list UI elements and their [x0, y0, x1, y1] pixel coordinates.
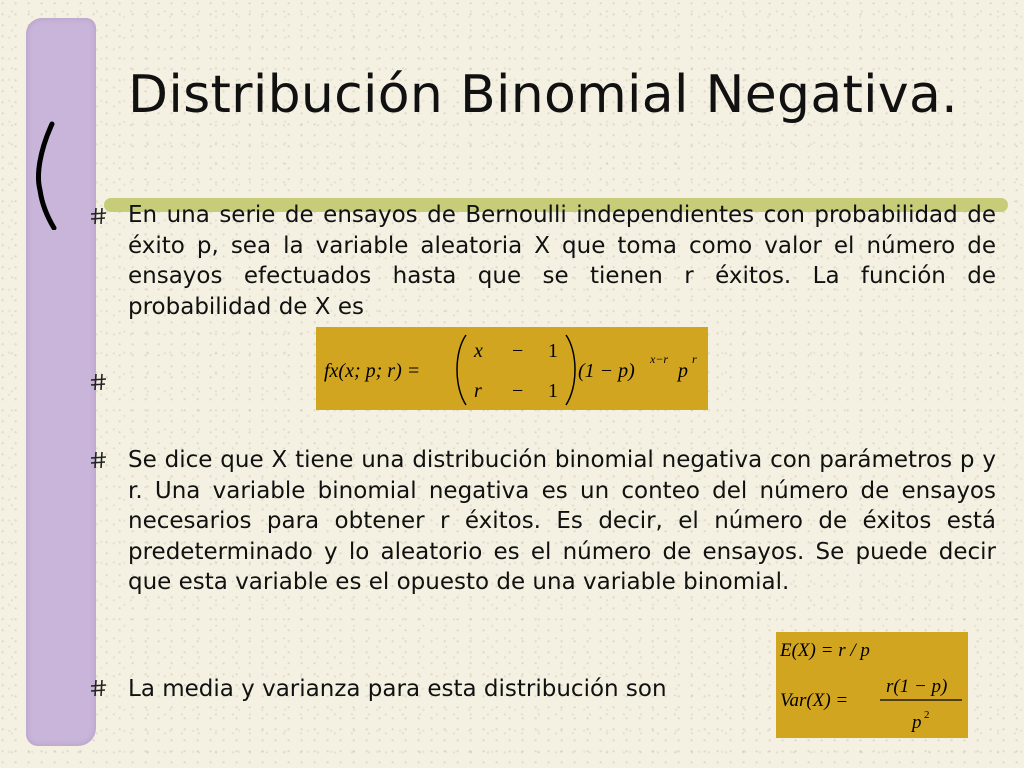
variance-denominator-exponent: 2 [924, 709, 930, 721]
bullet-icon [88, 206, 108, 226]
pmf-exponent: x−r [650, 352, 669, 366]
binom-top-x: x [474, 340, 483, 362]
paragraph-explanation: Se dice que X tiene una distribución binomial negativa con parámetros p y r. Una variable binomial negativa es un conteo del número de ensayos necesarios para obtener r éxitos. Es decir, el número de éxitos está predeterminado y lo aleatorio es el número de ensayos. Se puede decir que esta variable es el opuesto de una variable binomial. [128, 447, 996, 595]
binom-bottom-minus: − [512, 380, 524, 402]
paragraph-moments: La media y varianza para esta distribución son [128, 676, 667, 702]
pmf-formula [316, 327, 708, 410]
pmf-lhs: fx(x; p; r) = [324, 360, 421, 382]
pmf-factor: (1 − p) [578, 360, 635, 382]
bracket-icon [30, 120, 64, 230]
pmf-base-exponent: r [692, 352, 697, 366]
binom-bottom-one: 1 [548, 380, 558, 402]
variance-numerator: r(1 − p) [886, 676, 948, 697]
bullet-icon [88, 372, 108, 392]
binom-top-one: 1 [548, 340, 558, 362]
pmf-base: p [678, 360, 688, 382]
slide-title: Distribución Binomial Negativa. [128, 65, 959, 125]
mean-formula: E(X) = r / p [780, 640, 870, 661]
variance-lhs: Var(X) = [780, 690, 849, 711]
bullet-icon [88, 678, 108, 698]
variance-denominator: p [912, 712, 922, 733]
binom-bottom-r: r [474, 380, 482, 402]
moments-formula [776, 632, 968, 738]
bullet-icon [88, 450, 108, 470]
binom-top-minus: − [512, 340, 524, 362]
paragraph-definition: En una serie de ensayos de Bernoulli independientes con probabilidad de éxito p, sea la variable aleatoria X que toma como valor el número de ensayos efectuados hasta que se tienen r éxitos. La función de probabilidad de X es [128, 202, 996, 320]
